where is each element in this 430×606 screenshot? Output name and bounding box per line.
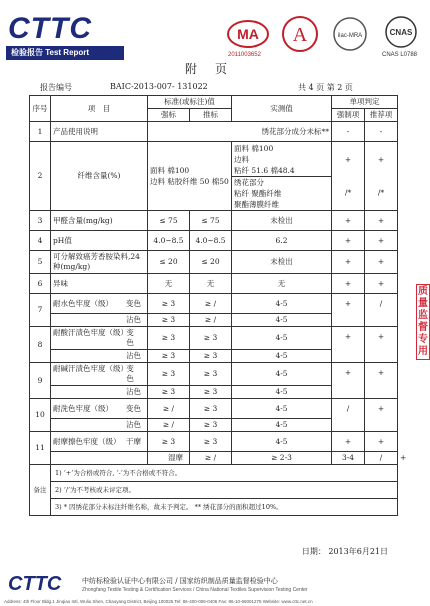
row-measured: 未检出 (232, 251, 332, 274)
meas-line: 绣花部分 (234, 177, 265, 187)
row-judge-recommend: + (365, 231, 398, 251)
row-recommend: ≥ 3 (190, 399, 232, 419)
header-judgement: 单项判定 (332, 96, 398, 109)
meas-line: 粘纤 聚酯纤维 (234, 188, 282, 198)
row-measured: 4-5 (232, 294, 332, 314)
row-recommend: ≤ 75 (190, 211, 232, 231)
table-row (30, 327, 398, 350)
row-judge-recommend: - (365, 122, 398, 142)
row-measured: 4-5 (232, 314, 332, 327)
row-judge-strong: + (332, 432, 365, 452)
row-item (51, 294, 148, 314)
row-judge-strong: + (332, 363, 365, 399)
header-judge-strong: 强制项 (332, 109, 365, 122)
row-recommend: 无 (190, 274, 232, 294)
row-measured: 4-5 (232, 419, 332, 432)
row-recommend: ≥ 3 (190, 419, 232, 432)
row-measured: 4-5 (232, 327, 332, 350)
row-strong: ≤ 20 (148, 251, 190, 274)
row-strong: ≥ 3 (148, 432, 190, 452)
header-seq: 序号 (30, 96, 51, 122)
report-no-label: 报告编号 (40, 83, 72, 92)
row-recommend: ≥ 3 (190, 432, 232, 452)
row-judge-recommend: + (365, 432, 398, 452)
row-judge-recommend: + (365, 363, 398, 399)
row-item: 可分解致癌芳香胺染料,24种(mg/kg) (51, 251, 148, 274)
row-strong: ≥ 3 (148, 327, 190, 350)
sub-label: 变色 (126, 364, 134, 383)
row-judge-recommend (365, 142, 398, 211)
sub-label: 沾色 (126, 387, 141, 396)
notes-label: 备注 (30, 465, 51, 516)
row-strong: 无 (148, 274, 190, 294)
row-item (51, 432, 148, 452)
header-standard: 标准(或标注)值 (148, 96, 232, 109)
row-judge-recommend: + (365, 399, 398, 432)
row-judge-recommend: + (365, 211, 398, 231)
row-judge-strong (332, 142, 365, 211)
row-measured: 6.2 (232, 231, 332, 251)
row-strong: ≥ 3 (148, 363, 190, 386)
row-item-label: 耐摩擦色牢度（级） (53, 436, 121, 446)
row-strong: ≥ 3 (148, 350, 190, 363)
row-recommend: ≥ 3 (190, 386, 232, 399)
table-row (30, 274, 398, 294)
meas-line: 聚酯薄膜纤维 (234, 199, 280, 209)
row-strong: ≥ 3 (148, 386, 190, 399)
row-recommend: ≥ 3 (190, 327, 232, 350)
row-item-label: 耐水色牢度（级） (53, 298, 113, 308)
row-judge-strong: / (332, 399, 365, 432)
row-strong: ≥ / (148, 399, 190, 419)
meas-line: 面料 棉100 (234, 143, 274, 153)
row-merged-value: 绣花部分成分未标** (148, 122, 332, 142)
row-recommend: ≤ 20 (190, 251, 232, 274)
row-recommend: ≥ / (190, 294, 232, 314)
table-row (30, 294, 398, 314)
judge-line: /* (377, 188, 385, 197)
stamp-text: 质量监督专用 (416, 284, 430, 360)
row-judge-strong: + (332, 251, 365, 274)
cal-glyph: A (292, 24, 308, 46)
row-no: 1 (30, 122, 51, 142)
row-no: 9 (30, 363, 51, 399)
row-item: 产品使用说明 (51, 122, 148, 142)
row-judge-strong: + (332, 211, 365, 231)
note-line: 2) ‘/’为不考核或未评定项。 (51, 482, 397, 499)
table-row (30, 363, 398, 386)
row-strong: ≥ 3 (148, 294, 190, 314)
row-measured: 4-5 (232, 432, 332, 452)
notes-row (30, 465, 398, 516)
cma-glyph: MA (237, 26, 259, 42)
judge-line: + (344, 155, 352, 164)
table-row (30, 211, 398, 231)
header-measured: 实测值 (232, 96, 332, 122)
row-standard-stack (148, 142, 232, 211)
row-no: 7 (30, 294, 51, 327)
table-row (30, 142, 398, 211)
std-line: 面料 棉100 (150, 166, 190, 175)
row-judge-strong: + (332, 327, 365, 363)
row-measured-stack (232, 142, 332, 211)
header-item: 项 目 (51, 96, 148, 122)
row-measured: 4-5 (232, 350, 332, 363)
footer-org-cn: 中纺标检验认证中心有限公司 / 国家纺织制品质量监督检验中心 (82, 577, 278, 585)
cma-number: 2011003652 (228, 52, 261, 58)
row-measured: 3-4 (332, 452, 365, 465)
cttc-logo: CTTC (8, 12, 92, 45)
sub-label: 干摩 (126, 436, 141, 446)
header-recommend: 推标 (190, 109, 232, 122)
cnas-glyph: CNAS (389, 28, 413, 37)
row-item-label: 耐酸汗渍色牢度（级） (53, 328, 128, 337)
note-line: 3) * 因绣花部分未标注纤维名称，故未予判定。 ** 绣花部分的面积超过10%。 (55, 503, 283, 511)
sub-label: 变色 (126, 403, 141, 413)
row-no: 8 (30, 327, 51, 363)
row-item: 甲醛含量(mg/kg) (51, 211, 148, 231)
row-strong: 4.0~8.5 (148, 231, 190, 251)
row-item (51, 399, 148, 419)
page-info: 共 4 页 第 2 页 (298, 83, 353, 92)
row-measured: 4-5 (232, 399, 332, 419)
row-item: 异味 (51, 274, 148, 294)
row-strong: ≥ / (190, 452, 232, 465)
ilac-glyph: ilac-MRA (337, 33, 363, 39)
sub-label: 沾色 (126, 351, 141, 360)
judge-line: /* (344, 188, 352, 197)
table-row (30, 251, 398, 274)
row-judge-recommend: + (365, 327, 398, 363)
header-judge-recommend: 推荐项 (365, 109, 398, 122)
row-measured: 未检出 (232, 211, 332, 231)
sub-label: 变色 (126, 328, 134, 347)
note-line: 1) ‘+’为合格或符合, ‘-’为不合格或不符合。 (51, 465, 397, 482)
row-item (51, 363, 148, 386)
row-no: 4 (30, 231, 51, 251)
meas-line: 边料 (234, 154, 250, 164)
std-line: 边料 粘胶纤维 50 棉50 (150, 177, 229, 186)
cal-mark-icon (280, 14, 320, 58)
certification-marks (226, 14, 426, 66)
judge-line: + (377, 155, 385, 164)
report-label-bar: 检验报告 Test Report (6, 46, 124, 60)
table-subrow: 湿摩 ≥ / ≥ 2-3 3-4 / + (30, 452, 398, 465)
sub-label: 沾色 (126, 315, 141, 324)
header-strong: 强标 (148, 109, 190, 122)
row-no: 6 (30, 274, 51, 294)
row-no: 3 (30, 211, 51, 231)
row-measured: 4-5 (232, 386, 332, 399)
footer-address: Address: 4th Floor Bldg.1 Jinqiao Intl, Wuliu Shen, Chaoyang District, Beijing 100025 Tel: 86-400-006-0406 Fax: 86-10-65001275 Website: www.cttc.net.cn (4, 599, 313, 604)
row-recommend: ≥ 2-3 (232, 452, 332, 465)
row-item-label: 耐碱汗渍色牢度（级） (53, 364, 128, 373)
row-recommend: 4.0~8.5 (190, 231, 232, 251)
row-judge-strong: + (332, 294, 365, 327)
row-no: 2 (30, 142, 51, 211)
table-row (30, 231, 398, 251)
row-recommend: ≥ 3 (190, 350, 232, 363)
ilac-mra-mark-icon (328, 14, 372, 58)
footer-logo: CTTC (8, 573, 62, 595)
row-judge-recommend: + (365, 251, 398, 274)
row-judge-strong: + (332, 231, 365, 251)
row-strong: ≥ / (148, 419, 190, 432)
quality-stamp (416, 284, 430, 360)
row-item: 纤维含量(%) (51, 142, 148, 211)
cnas-number: CNAS L0788 (382, 52, 418, 58)
row-item (51, 327, 148, 350)
row-item-label: 耐洗色牢度（级） (53, 403, 113, 413)
table-row (30, 432, 398, 452)
row-recommend: ≥ / (190, 314, 232, 327)
row-no: 10 (30, 399, 51, 432)
table-row (30, 399, 398, 419)
row-strong: ≥ 3 (148, 314, 190, 327)
sub-label: 变色 (126, 298, 141, 308)
report-no: BAIC-2013-007- 131022 (110, 82, 208, 91)
row-no: 11 (30, 432, 51, 465)
row-measured: 无 (232, 274, 332, 294)
row-judge-recommend: + (365, 274, 398, 294)
row-item: pH值 (51, 231, 148, 251)
meas-line: 粘纤 51.6 棉48.4 (234, 165, 295, 175)
sub-label: 沾色 (126, 420, 141, 429)
page-title: 附页 (184, 62, 245, 76)
table-header-row (30, 96, 398, 109)
report-date: 日期： 2013年6月21日 (301, 547, 388, 556)
sub-label: 湿摩 (168, 453, 183, 462)
row-no: 5 (30, 251, 51, 274)
row-judge-strong: + (332, 274, 365, 294)
row-judge-recommend: / (365, 294, 398, 327)
row-measured: 4-5 (232, 363, 332, 386)
table-row (30, 122, 398, 142)
footer-org-en: Zhongfang Textile Testing & Certification Services / China National Textiles Supervision Testing Center (82, 587, 308, 593)
row-judge-strong: - (332, 122, 365, 142)
row-recommend: ≥ 3 (190, 363, 232, 386)
test-results-table (29, 95, 407, 516)
row-strong: ≤ 75 (148, 211, 190, 231)
row-judge-strong: / (365, 452, 398, 465)
